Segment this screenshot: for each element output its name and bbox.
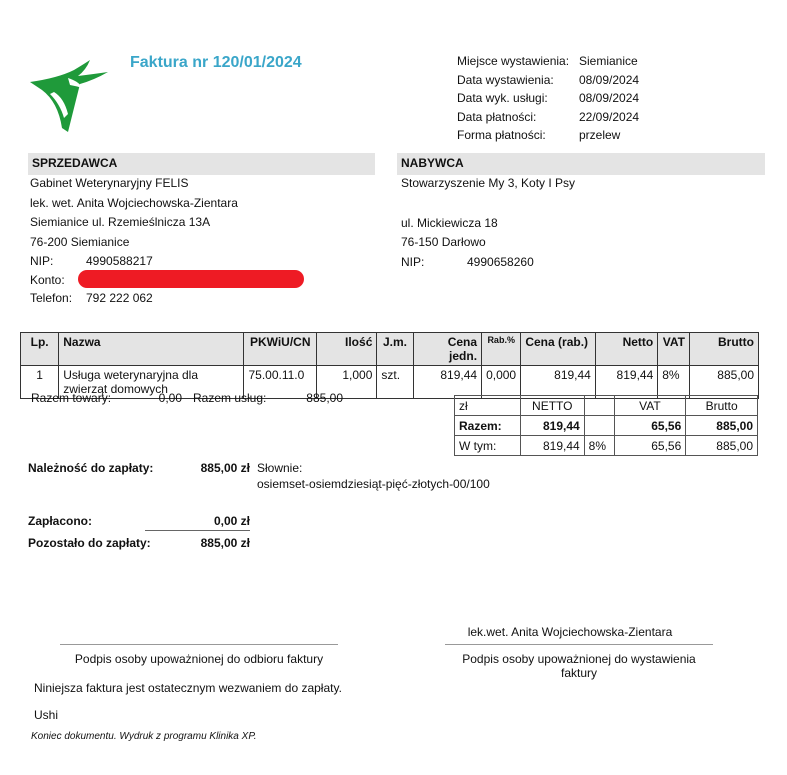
meta-value: 08/09/2024	[579, 91, 640, 105]
col-header: Cena (rab.)	[521, 333, 596, 366]
items-table	[20, 332, 759, 399]
paid-underline	[145, 530, 250, 531]
meta-value: 22/09/2024	[579, 109, 640, 124]
seller-heading: SPRZEDAWCA	[28, 153, 375, 175]
buyer-nip: 4990658260	[467, 254, 534, 269]
col-header: J.m.	[377, 333, 413, 366]
seller-name: Gabinet Weterynaryjny FELIS	[30, 176, 189, 190]
cell: 1,000	[316, 366, 376, 399]
cell: 65,56	[614, 416, 686, 436]
seller-street: Siemianice ul. Rzemieślnicza 13A	[30, 215, 211, 229]
cell: W tym:	[455, 436, 521, 456]
words-label: Słownie:	[257, 461, 303, 475]
redacted-account-number	[78, 270, 304, 288]
buyer-block	[401, 174, 575, 272]
buyer-nip-label: NIP:	[401, 254, 425, 269]
cell: 8%	[658, 366, 690, 399]
cell: 819,44	[520, 436, 584, 456]
cell: zł	[455, 396, 521, 416]
meta-value: 08/09/2024	[579, 72, 640, 87]
col-header: Cena jedn.	[413, 333, 481, 366]
col-header: Nazwa	[59, 333, 244, 366]
summary-wtym-row	[455, 436, 758, 456]
seller-city: 76-200 Siemianice	[30, 234, 130, 249]
seller-phone: 792 222 062	[86, 290, 153, 305]
paid-amount: 0,00 zł	[213, 514, 250, 528]
col-header: Netto	[595, 333, 657, 366]
cell: Razem:	[455, 416, 521, 436]
seller-konto-label: Konto:	[30, 272, 65, 287]
meta-value: przelew	[579, 128, 621, 142]
remaining-label: Pozostało do zapłaty:	[28, 536, 151, 550]
cell: 75.00.11.0	[244, 366, 316, 399]
receiver-signature-line	[60, 644, 338, 645]
col-header: Lp.	[21, 333, 59, 366]
remaining-amount: 885,00 zł	[200, 536, 250, 550]
table-row	[21, 366, 759, 399]
cell	[584, 416, 614, 436]
issuer-signature-line	[445, 644, 713, 645]
issuer-name: lek.wet. Anita Wojciechowska-Zientara	[467, 625, 673, 639]
meta-key: Data płatności:	[457, 109, 537, 124]
meta-key: Forma płatności:	[457, 128, 546, 142]
cell	[584, 396, 614, 416]
items-header-row	[21, 333, 759, 366]
cell: 65,56	[614, 436, 686, 456]
meta-key: Data wystawienia:	[457, 72, 554, 87]
cell: VAT	[614, 396, 686, 416]
seller-nip-label: NIP:	[30, 254, 54, 268]
cell: 819,44	[520, 416, 584, 436]
amount-in-words: osiemset-osiemdziesiąt-pięć-złotych-00/100	[257, 477, 490, 491]
cell: 1	[21, 366, 59, 399]
cell: 885,00	[690, 366, 759, 399]
razem-towary-value: 0,00	[158, 391, 182, 405]
cell: 819,44	[595, 366, 657, 399]
due-amount: 885,00 zł	[200, 461, 250, 475]
buyer-heading: NABYWCA	[397, 153, 765, 175]
cell: 885,00	[686, 436, 758, 456]
col-header: PKWiU/CN	[244, 333, 316, 366]
clinic-logo-icon	[28, 58, 110, 134]
summary-header-row	[455, 396, 758, 416]
cell: 819,44	[521, 366, 596, 399]
seller-phone-label: Telefon:	[30, 290, 73, 305]
buyer-street: ul. Mickiewicza 18	[401, 215, 498, 230]
cell: 0,000	[482, 366, 521, 399]
buyer-city: 76-150 Darłowo	[401, 235, 486, 249]
cell: 8%	[584, 436, 614, 456]
final-notice: Niniejsza faktura jest ostatecznym wezwaniem do zapłaty.	[34, 681, 342, 695]
razem-uslug-value: 885,00	[306, 391, 343, 405]
razem-uslug-label: Razem usług:	[193, 391, 267, 405]
summary-razem-row	[455, 416, 758, 436]
meta-value: Siemianice	[579, 54, 638, 68]
cell: 819,44	[413, 366, 481, 399]
seller-person: lek. wet. Anita Wojciechowska-Zientara	[30, 195, 238, 210]
cell: Brutto	[686, 396, 758, 416]
col-header: Ilość	[316, 333, 376, 366]
document-end: Koniec dokumentu. Wydruk z programu Klinika XP.	[31, 731, 257, 742]
col-header: Rab.%	[482, 333, 521, 366]
meta-key: Data wyk. usługi:	[457, 91, 548, 105]
invoice-title: Faktura nr 120/01/2024	[130, 54, 302, 71]
paid-label: Zapłacono:	[28, 514, 93, 528]
cell: NETTO	[520, 396, 584, 416]
col-header: Brutto	[690, 333, 759, 366]
buyer-name: Stowarzyszenie My 3, Koty I Psy	[401, 176, 576, 190]
user-name: Ushi	[34, 708, 59, 722]
razem-towary-label: Razem towary:	[31, 391, 112, 405]
cell: 885,00	[686, 416, 758, 436]
receiver-caption: Podpis osoby upoważnionej do odbioru faktury	[74, 652, 324, 666]
invoice-meta	[457, 52, 639, 145]
issuer-caption: Podpis osoby upoważnionej do wystawienia faktury	[462, 652, 696, 680]
seller-nip: 4990588217	[86, 254, 153, 268]
due-label: Należność do zapłaty:	[28, 461, 154, 475]
meta-key: Miejsce wystawienia:	[457, 54, 570, 68]
col-header: VAT	[658, 333, 690, 366]
summary-table	[454, 395, 758, 456]
cell: szt.	[377, 366, 413, 399]
cell: Usługa weterynaryjna dla zwierząt domowych	[59, 366, 244, 399]
